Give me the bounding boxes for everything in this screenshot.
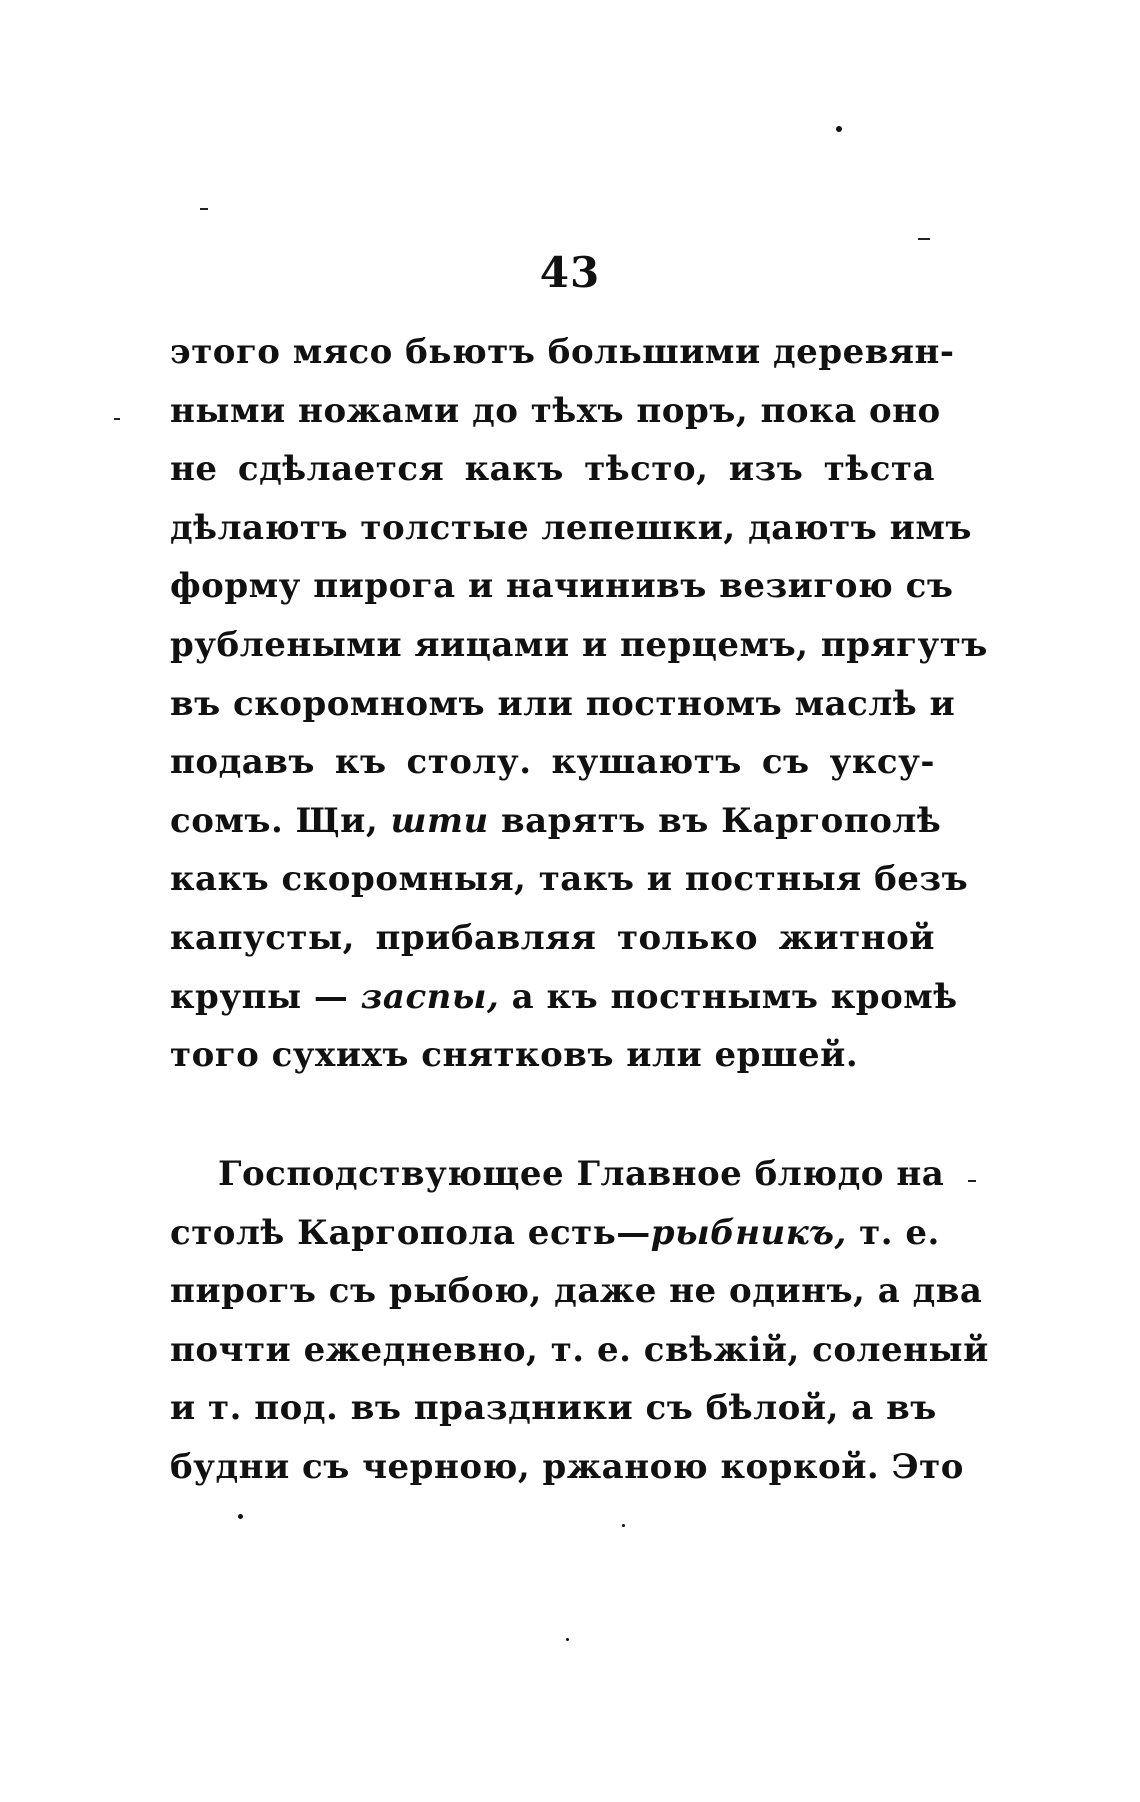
italic-term: шти [390, 800, 489, 841]
text-segment: этого мясо бьютъ большими деревян- [170, 332, 955, 372]
text-segment: подавъ къ столу. кушаютъ съ уксу- [170, 742, 935, 783]
text-segment: рублеными яицами и перцемъ, прягутъ [170, 625, 988, 665]
text-line [170, 1025, 935, 1085]
text-segment: пирогъ съ рыбою, даже не одинъ, а два [170, 1271, 983, 1312]
scan-speck [968, 1180, 976, 1182]
text-segment: въ скоромномъ или постномъ маслѣ и [170, 683, 956, 724]
text-line [170, 967, 958, 1027]
text-line [170, 674, 956, 734]
text-segment: какъ скоромныя, такъ и постныя безъ [170, 859, 969, 900]
text-line [218, 1144, 945, 1204]
text-segment: т. е. [846, 1212, 940, 1253]
italic-term: заспы, [360, 976, 500, 1017]
scan-speck [918, 238, 930, 240]
page-number: 43 [539, 248, 601, 297]
scan-speck [566, 1638, 569, 1641]
text-segment: столѣ Каргопола есть— [170, 1212, 651, 1253]
text-line [170, 1320, 989, 1380]
text-segment: не сдѣлается какъ тѣсто, изъ тѣста [170, 449, 935, 490]
text-line [170, 1203, 940, 1263]
text-line [170, 439, 935, 499]
scan-speck [238, 1514, 243, 1519]
text-line [170, 908, 935, 968]
text-segment: почти ежедневно, т. е. свѣжій, соленый [170, 1329, 989, 1370]
text-line [170, 1437, 964, 1497]
text-segment: а къ постнымъ кромѣ [499, 976, 958, 1017]
text-segment: будни съ черною, ржаною коркой. Это [170, 1447, 964, 1487]
text-line [170, 1378, 935, 1438]
text-line [170, 498, 972, 558]
text-segment: сомъ. Щи, [170, 800, 391, 841]
scan-speck [114, 418, 120, 420]
scan-speck [200, 208, 208, 210]
text-segment: капусты, прибавляя только житной [170, 918, 935, 958]
text-line [170, 732, 935, 792]
italic-term: рыбникъ, [650, 1212, 847, 1253]
text-segment: дѣлаютъ толстые лепешки, даютъ имъ [170, 507, 972, 548]
text-line [170, 849, 969, 909]
text-segment: Господствующее Главное блюдо на [218, 1154, 945, 1194]
text-line [170, 791, 942, 851]
text-segment: того сухихъ снятковъ или ершей. [170, 1035, 859, 1076]
text-segment: варятъ въ Каргополѣ [488, 800, 942, 841]
text-segment: и т. под. въ праздники съ бѣлой, а въ [170, 1388, 937, 1429]
text-line [170, 1261, 983, 1321]
text-line [170, 556, 954, 616]
scan-speck [836, 126, 842, 132]
text-line [170, 381, 941, 441]
text-segment: крупы — [170, 976, 361, 1017]
text-segment: ными ножами до тѣхъ поръ, пока оно [170, 390, 941, 431]
scan-speck [622, 1524, 625, 1527]
text-line [170, 322, 955, 382]
text-line [170, 615, 988, 675]
text-segment: форму пирога и начинивъ везигою съ [170, 566, 954, 607]
